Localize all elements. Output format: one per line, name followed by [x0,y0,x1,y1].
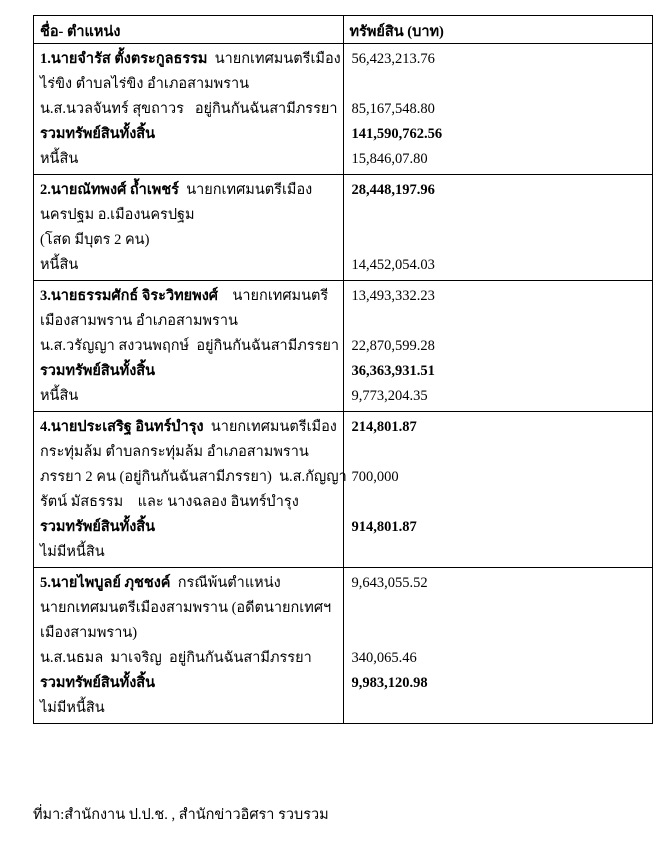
total-value: 141,590,762.56 [351,126,443,142]
header-name-position: ชื่อ- ตำแหน่ง [34,16,344,44]
asset-value [352,596,647,621]
name-text: ไม่มีหนี้สิน [40,700,105,716]
asset-value: 14,452,054.03 [351,257,435,273]
name-text: หนี้สิน [40,151,79,167]
asset-value-cell [343,281,653,412]
name-line [40,47,341,72]
header-assets: ทรัพย์สิน (บาท) [343,16,653,44]
asset-declaration-table [33,15,653,724]
asset-value [352,696,647,721]
name-bold-text: รวมทรัพย์สินทั้งสิ้น [40,675,156,691]
asset-value-cell [343,175,653,281]
asset-value [352,440,647,465]
name-line [40,122,337,147]
name-text: หนี้สิน [40,257,79,273]
name-line [40,490,337,515]
name-line [40,203,337,228]
name-text: นายกเทศมนตรี [217,288,329,304]
name-line [40,359,337,384]
official-name-cell [34,281,344,412]
name-line [40,515,337,540]
name-text: นครปฐม อ.เมืองนครปฐม [40,207,195,223]
name-text: นายกเทศมนตรีเมือง [207,51,341,67]
asset-value-cell [343,568,653,724]
total-value: 28,448,197.96 [351,182,435,198]
official-name-cell [34,44,344,175]
official-name-cell [34,175,344,281]
total-value: 914,801.87 [351,519,417,535]
name-text: ไม่มีหนี้สิน [40,544,105,560]
name-line [40,334,340,359]
asset-value [352,72,647,97]
table-row [34,412,653,568]
name-text: กรณีพ้นตำแหน่ง [170,575,281,591]
asset-value [352,621,647,646]
name-text: (โสด มีบุตร 2 คน) [40,232,150,248]
name-line [40,178,337,203]
name-bold-text: รวมทรัพย์สินทั้งสิ้น [40,363,156,379]
name-line [40,228,337,253]
asset-value: 340,065.46 [351,650,417,666]
name-line [40,571,337,596]
total-value: 36,363,931.51 [351,363,435,379]
name-line [40,540,337,565]
name-line [40,284,337,309]
name-text: นายกเทศมนตรีเมือง [203,419,337,435]
name-bold-text: 1.นายจำรัส ตั้งตระกูลธรรม [40,51,208,67]
name-text: เมืองสามพราน อำเภอสามพราน [40,313,238,329]
asset-value-cell [343,44,653,175]
name-bold-text: 2.นายณัทพงศ์ ถ้ำเพชร์ [40,182,179,198]
table-row [34,568,653,724]
total-value: 214,801.87 [351,419,417,435]
name-bold-text: รวมทรัพย์สินทั้งสิ้น [40,519,156,535]
name-text: หนี้สิน [40,388,79,404]
name-line [40,671,337,696]
name-text: ไร่ขิง ตำบลไร่ขิง อำเภอสามพราน [40,76,250,92]
name-line [40,440,337,465]
asset-value: 56,423,213.76 [351,51,435,67]
asset-value: 15,846,07.80 [351,151,428,167]
asset-value [352,228,647,253]
name-line [40,97,337,122]
name-text: น.ส.นวลจันทร์ สุขถาวร อยู่กินกันฉันสามีภรรยา [40,101,338,117]
name-bold-text: 4.นายประเสริฐ อินทร์บำรุง [40,419,204,435]
name-line [40,465,347,490]
name-line [40,621,337,646]
name-text: นายกเทศมนตรีเมือง [178,182,313,198]
table-header-row [34,16,653,44]
asset-value [352,309,647,334]
name-line [40,253,337,278]
table-row [34,44,653,175]
name-bold-text: รวมทรัพย์สินทั้งสิ้น [40,126,156,142]
name-text: น.ส.นธมล มาเจริญ อยู่กินกันฉันสามีภรรยา [40,650,312,666]
asset-value [352,490,647,515]
name-line [40,309,337,334]
name-bold-text: 3.นายธรรมศักธ์ จิระวิทยพงศ์ [40,288,218,304]
total-value: 9,983,120.98 [351,675,428,691]
asset-value-cell [343,412,653,568]
asset-value: 700,000 [351,469,399,485]
name-line [40,147,337,172]
official-name-cell [34,412,347,568]
name-text: นายกเทศมนตรีเมืองสามพราน (อดีตนายกเทศฯ [40,600,332,616]
asset-value: 85,167,548.80 [351,101,435,117]
asset-value: 9,643,055.52 [351,575,428,591]
name-line [40,415,337,440]
asset-value: 13,493,332.23 [351,288,435,304]
name-text: กระทุ่มล้ม ตำบลกระทุ่มล้ม อำเภอสามพราน [40,444,309,460]
official-name-cell [34,568,344,724]
name-text: รัตน์ มัสธรรม และ นางฉลอง อินทร์บำรุง [40,494,299,510]
name-line [40,72,337,97]
asset-value: 9,773,204.35 [351,388,428,404]
name-text: ภรรยา 2 คน (อยู่กินกันฉันสามีภรรยา) น.ส.กัญญา [40,469,347,485]
table-row [34,281,653,412]
name-line [40,696,337,721]
asset-value [352,203,647,228]
source-note: ที่มา:สำนักงาน ป.ป.ช. , สำนักข่าวอิศรา รวบรวม [33,807,329,823]
asset-value: 22,870,599.28 [351,338,435,354]
name-line [40,596,337,621]
name-line [40,384,337,409]
name-line [40,646,337,671]
table-row [34,175,653,281]
name-text: น.ส.วรัญญา สงวนพฤกษ์ อยู่กินกันฉันสามีภรรยา [40,338,340,354]
name-text: เมืองสามพราน) [40,625,138,641]
asset-value [352,540,647,565]
name-bold-text: 5.นายไพบูลย์ ภุชชงค์ [40,575,171,591]
